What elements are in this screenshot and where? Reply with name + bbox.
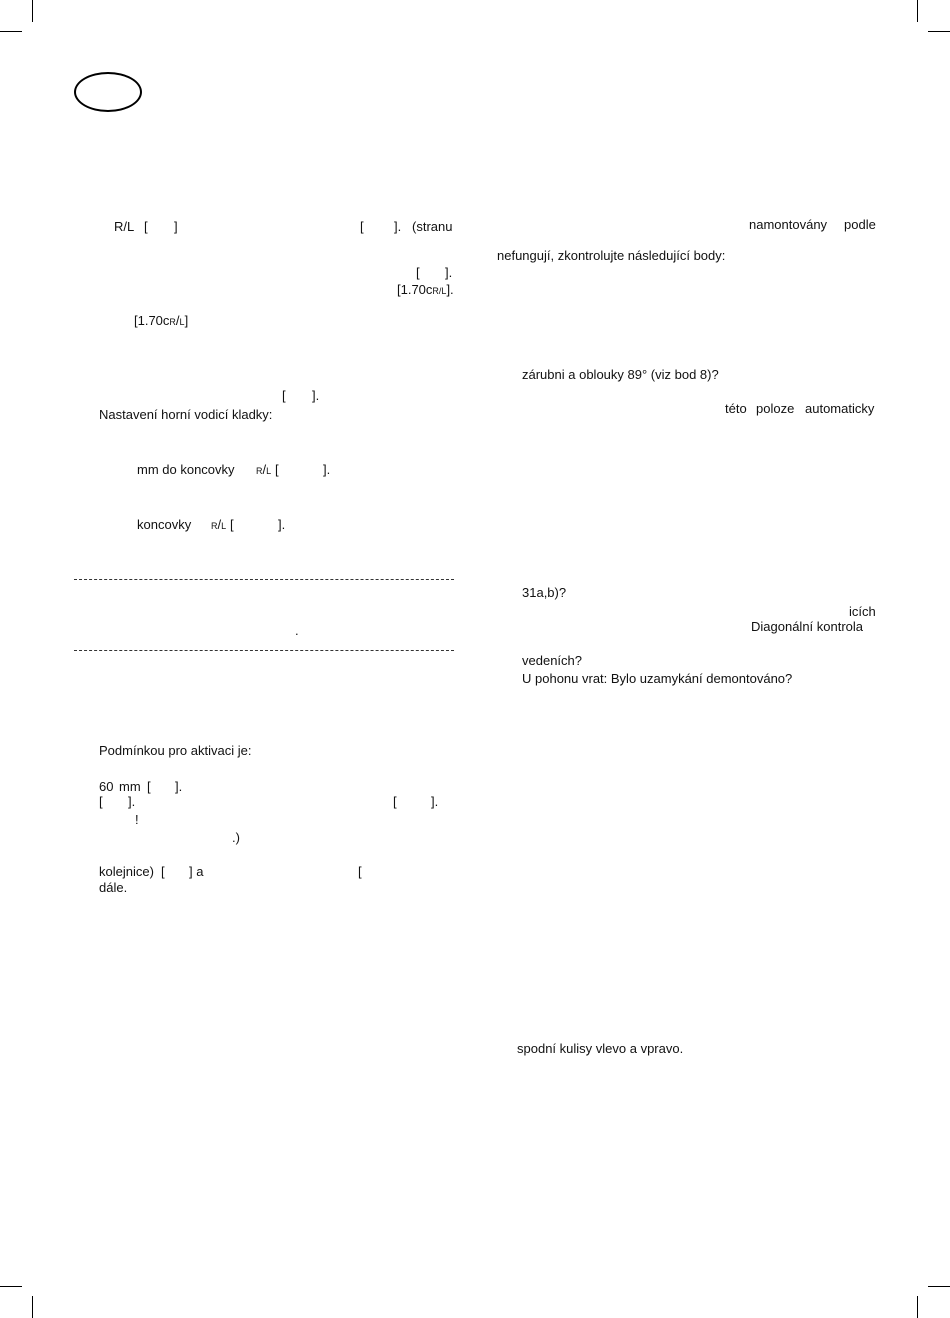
right-line-10-kulisy: spodní kulisy vlevo a vpravo. [517,1041,684,1056]
left-line-2-bracket-close: ]. [445,265,453,280]
right-line-4-automaticky: automaticky [805,401,875,416]
left-line-10-unit: mm [119,779,141,794]
left-line-9-condition: Podmínkou pro aktivaci je: [99,743,252,758]
left-line-14-bracket-close-a: ] a [189,864,204,879]
left-line-8-slash: / [217,517,222,532]
left-line-3-ref-end: ]. [446,282,454,297]
left-line-4-ref-main: [1.70c [134,313,170,328]
left-line-7-sub-r: R [256,466,263,476]
left-line-4-ref-sub-r: R [169,317,176,327]
left-line-1-bracket-open: [ [144,219,148,234]
left-line-8-sub-l: L [221,521,227,531]
left-line-8-sub-r: R [211,521,218,531]
crop-mark-top-right-h [928,31,950,32]
left-line-1-bracket-close: ] [174,219,178,234]
left-line-1-stranu: (stranu [412,219,453,234]
right-line-3-zarubni: zárubni a oblouky 89° (viz bod 8)? [522,367,719,382]
left-line-7-sub-l: L [266,466,272,476]
right-line-6-icich: icích [849,604,876,619]
left-line-4-ref-sub-l: L [179,317,185,327]
left-line-7-bracket-close: ]. [323,462,331,477]
dashed-separator-bottom [74,650,454,651]
left-line-1-bracket-close-2: ]. [394,219,402,234]
left-line-7-text: mm do koncovky [137,462,235,477]
right-line-8-vedenich: vedeních? [522,653,582,668]
left-line-7-slash: / [262,462,267,477]
left-line-7-bracket-open: [ [275,462,279,477]
right-line-7-diagonal: Diagonální kontrola [751,619,864,634]
left-line-4-ref-end: ] [184,313,189,328]
left-line-11-bracket-close: ]. [128,794,136,809]
crop-mark-top-left-v [32,0,33,22]
left-line-14-bracket-open: [ [161,864,165,879]
language-badge [74,72,142,112]
left-line-8-bracket-open: [ [230,517,234,532]
left-line-1-bracket-open-2: [ [360,219,364,234]
left-line-11-bracket-open: [ [99,794,103,809]
left-line-12-exclamation: ! [135,812,139,827]
crop-mark-bottom-left-h [0,1286,22,1287]
separator-dot: . [295,623,299,638]
right-line-1-namontovany: namontovány [749,217,828,232]
right-line-5-ref: 31a,b)? [522,585,567,600]
right-line-2-intro: nefungují, zkontrolujte následující body: [497,248,726,263]
right-line-4-teto: této [725,401,747,416]
left-line-5-bracket-open: [ [282,388,286,403]
left-line-4-ref-slash: / [175,313,180,328]
left-line-10-value: 60 [99,779,114,794]
left-line-14-bracket-open-2: [ [358,864,362,879]
left-line-14-kolejnice: kolejnice) [99,864,154,879]
left-line-10-bracket-close: ]. [175,779,183,794]
left-line-1-rl: R/L [114,219,135,234]
left-line-7-rl [256,462,271,479]
left-line-13-paren: .) [232,830,240,845]
left-line-3-ref [397,282,454,299]
crop-mark-bottom-right-h [928,1286,950,1287]
crop-mark-top-left-h [0,31,22,32]
left-line-2-bracket-open: [ [416,265,420,280]
right-line-9-pohon: U pohonu vrat: Bylo uzamykání demontováno? [522,671,793,686]
left-line-11-bracket-open-2: [ [393,794,397,809]
left-line-15-dale: dále. [99,880,128,895]
left-line-3-ref-sub: R/L [432,286,447,296]
left-line-8-bracket-close: ]. [278,517,286,532]
left-line-4-ref [134,313,188,330]
left-line-8-rl [211,517,226,534]
left-line-6-heading: Nastavení horní vodicí kladky: [99,407,273,422]
right-line-1-podle: podle [844,217,876,232]
right-line-4-poloze: poloze [756,401,795,416]
crop-mark-bottom-right-v [917,1296,918,1318]
left-line-5-bracket-close: ]. [312,388,320,403]
dashed-separator-top [74,579,454,580]
crop-mark-bottom-left-v [32,1296,33,1318]
left-line-8-text: koncovky [137,517,192,532]
left-line-3-ref-main: [1.70c [397,282,433,297]
left-line-11-bracket-close-2: ]. [431,794,439,809]
crop-mark-top-right-v [917,0,918,22]
left-line-10-bracket-open: [ [147,779,151,794]
